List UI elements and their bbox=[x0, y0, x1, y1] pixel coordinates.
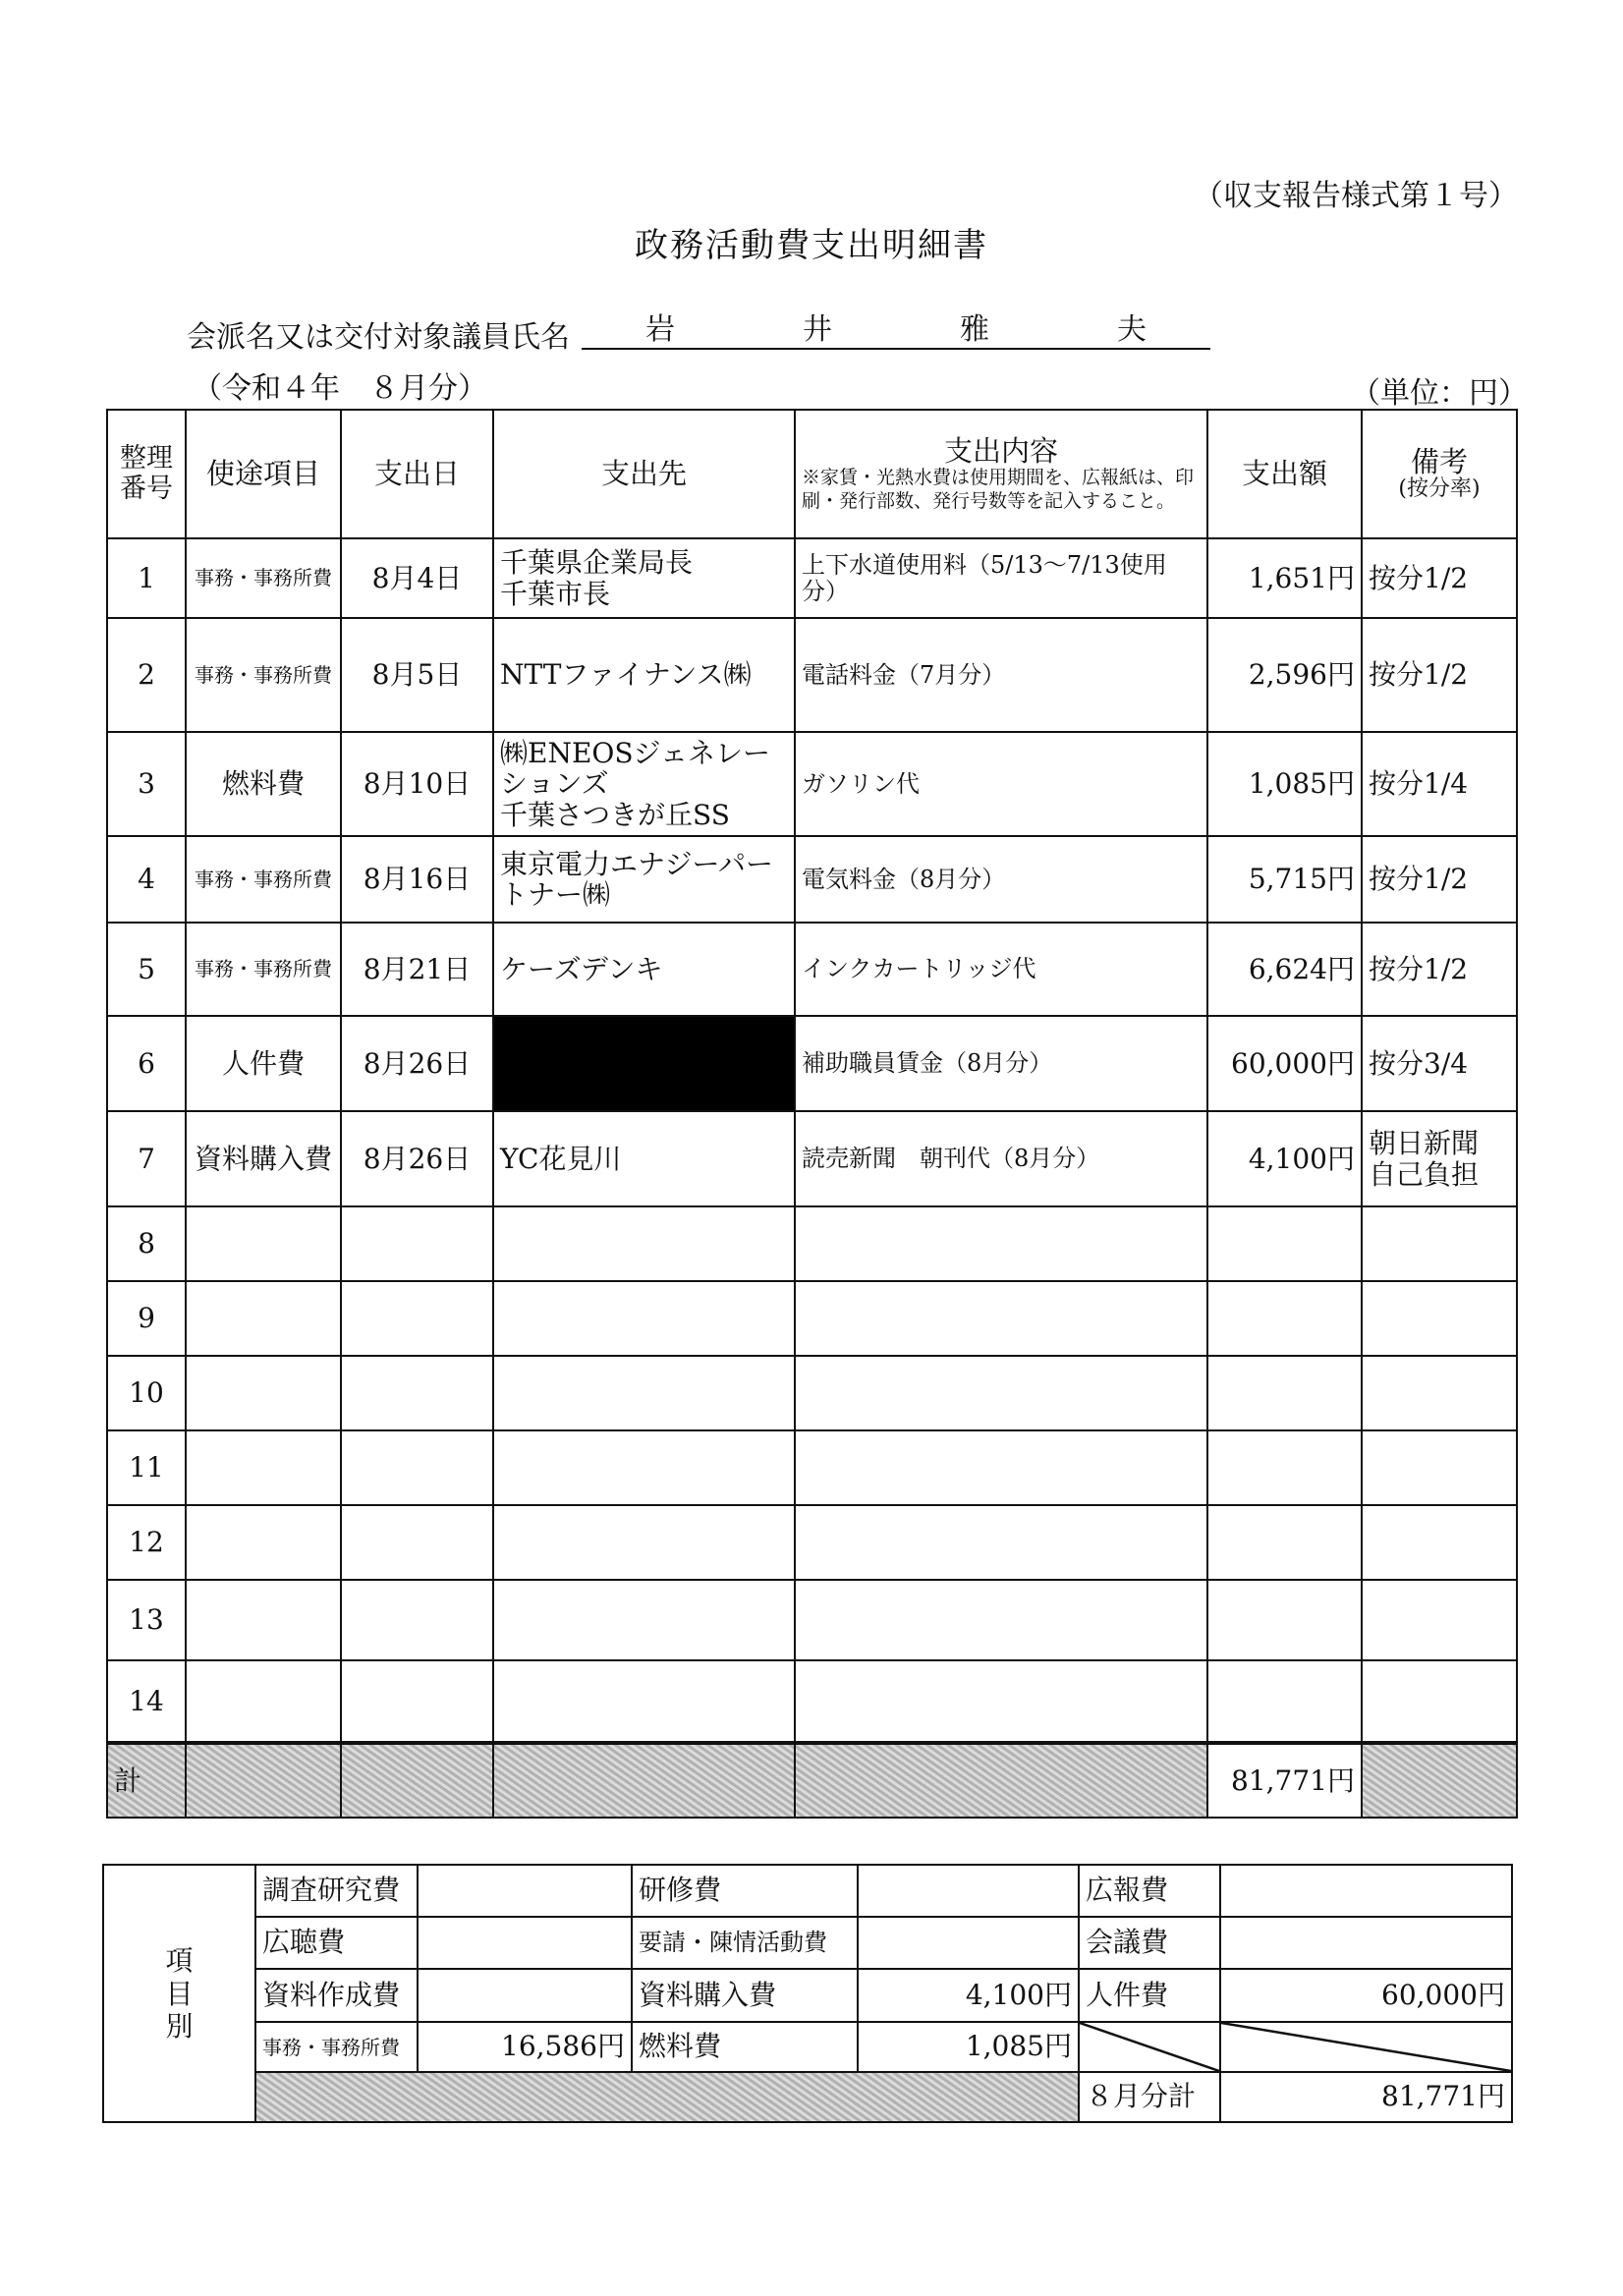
row-description bbox=[795, 1356, 1207, 1430]
row-description bbox=[795, 1281, 1207, 1356]
summary-label-pr: 広報費 bbox=[1079, 1865, 1220, 1917]
row-description: 上下水道使用料（5/13～7/13使用分） bbox=[795, 538, 1207, 618]
member-name-char: 井 bbox=[803, 312, 832, 347]
unit-label: （単位：円） bbox=[1351, 376, 1528, 411]
shaded-cell bbox=[186, 1743, 341, 1818]
row-amount bbox=[1207, 1505, 1362, 1580]
row-description: ガソリン代 bbox=[795, 732, 1207, 836]
row-payee: NTTファイナンス㈱ bbox=[493, 618, 795, 732]
row-date bbox=[341, 1580, 493, 1660]
table-row bbox=[107, 923, 1517, 1016]
row-payee: YC花見川 bbox=[493, 1111, 795, 1206]
summary-label-hearing: 広聴費 bbox=[255, 1917, 418, 1969]
row-amount bbox=[1207, 1356, 1362, 1430]
header-date: 支出日 bbox=[341, 410, 493, 538]
row-payee bbox=[493, 1580, 795, 1660]
summary-label-research: 調査研究費 bbox=[255, 1865, 418, 1917]
row-payee: ㈱ENEOSジェネレーションズ 千葉さつきが丘SS bbox=[493, 732, 795, 836]
row-description: 電気料金（8月分） bbox=[795, 836, 1207, 923]
row-remarks: 按分1/2 bbox=[1362, 923, 1517, 1016]
row-amount: 60,000円 bbox=[1207, 1016, 1362, 1111]
row-no: 14 bbox=[107, 1660, 186, 1743]
diagonal-cell bbox=[1079, 2022, 1220, 2072]
summary-value-fuel: 1,085円 bbox=[858, 2022, 1079, 2072]
total-amount: 81,771円 bbox=[1207, 1743, 1362, 1818]
table-row bbox=[107, 1206, 1517, 1281]
row-description: 補助職員賃金（8月分） bbox=[795, 1016, 1207, 1111]
row-no: 3 bbox=[107, 732, 186, 836]
header-description bbox=[795, 410, 1207, 538]
expense-table bbox=[106, 409, 1518, 1819]
row-date bbox=[341, 1505, 493, 1580]
row-amount: 5,715円 bbox=[1207, 836, 1362, 923]
row-category: 資料購入費 bbox=[186, 1111, 341, 1206]
summary-label-personnel: 人件費 bbox=[1079, 1969, 1220, 2022]
row-date: 8月21日 bbox=[341, 923, 493, 1016]
summary-value-materials-purchase: 4,100円 bbox=[858, 1969, 1079, 2022]
table-header-row bbox=[107, 410, 1517, 538]
row-amount: 4,100円 bbox=[1207, 1111, 1362, 1206]
page-title: 政務活動費支出明細書 bbox=[635, 226, 988, 265]
row-date: 8月4日 bbox=[341, 538, 493, 618]
row-description: インクカートリッジ代 bbox=[795, 923, 1207, 1016]
row-remarks bbox=[1362, 1430, 1517, 1505]
table-row bbox=[107, 732, 1517, 836]
report-period: （令和４年 ８月分） bbox=[193, 371, 487, 406]
row-remarks bbox=[1362, 1356, 1517, 1430]
row-remarks bbox=[1362, 1660, 1517, 1743]
row-category bbox=[186, 1505, 341, 1580]
row-category bbox=[186, 1206, 341, 1281]
row-date bbox=[341, 1356, 493, 1430]
header-remarks-title: 備考 bbox=[1410, 444, 1468, 478]
row-amount bbox=[1207, 1281, 1362, 1356]
summary-row bbox=[103, 1969, 1512, 2022]
table-row bbox=[107, 1111, 1517, 1206]
summary-label-training: 研修費 bbox=[632, 1865, 858, 1917]
row-no: 2 bbox=[107, 618, 186, 732]
summary-value-research bbox=[418, 1865, 632, 1917]
row-no: 4 bbox=[107, 836, 186, 923]
row-category bbox=[186, 1281, 341, 1356]
row-date: 8月16日 bbox=[341, 836, 493, 923]
shaded-cell bbox=[255, 2072, 1079, 2122]
row-category: 事務・事務所費 bbox=[186, 538, 341, 618]
summary-value-office: 16,586円 bbox=[418, 2022, 632, 2072]
row-description: 電話料金（7月分） bbox=[795, 618, 1207, 732]
row-date bbox=[341, 1660, 493, 1743]
row-category bbox=[186, 1660, 341, 1743]
row-remarks bbox=[1362, 1580, 1517, 1660]
row-description bbox=[795, 1580, 1207, 1660]
form-number: （収支報告様式第１号） bbox=[1194, 179, 1518, 213]
summary-row bbox=[103, 1917, 1512, 1969]
row-payee: 千葉県企業局長 千葉市長 bbox=[493, 538, 795, 618]
row-no: 11 bbox=[107, 1430, 186, 1505]
summary-value-materials-creation bbox=[418, 1969, 632, 2022]
row-payee bbox=[493, 1281, 795, 1356]
summary-label-fuel: 燃料費 bbox=[632, 2022, 858, 2072]
row-remarks: 按分1/4 bbox=[1362, 732, 1517, 836]
header-remarks-sub: (按分率) bbox=[1398, 476, 1481, 502]
summary-label-materials-purchase: 資料購入費 bbox=[632, 1969, 858, 2022]
row-date: 8月26日 bbox=[341, 1111, 493, 1206]
summary-side-label: 項 目 別 bbox=[103, 1865, 255, 2122]
header-payee: 支出先 bbox=[493, 410, 795, 538]
row-amount: 1,085円 bbox=[1207, 732, 1362, 836]
header-no: 整理番号 bbox=[107, 410, 186, 538]
row-category bbox=[186, 1430, 341, 1505]
row-remarks bbox=[1362, 1505, 1517, 1580]
shaded-cell bbox=[341, 1743, 493, 1818]
table-row bbox=[107, 1356, 1517, 1430]
header-remarks bbox=[1362, 410, 1517, 538]
member-label: 会派名又は交付対象議員氏名 bbox=[187, 320, 570, 355]
row-amount bbox=[1207, 1206, 1362, 1281]
row-payee bbox=[493, 1356, 795, 1430]
member-name bbox=[582, 307, 1210, 350]
row-amount: 2,596円 bbox=[1207, 618, 1362, 732]
row-category: 事務・事務所費 bbox=[186, 923, 341, 1016]
row-payee bbox=[493, 1430, 795, 1505]
row-description bbox=[795, 1430, 1207, 1505]
row-no: 5 bbox=[107, 923, 186, 1016]
table-row bbox=[107, 1430, 1517, 1505]
summary-value-month-total: 81,771円 bbox=[1220, 2072, 1512, 2122]
row-description bbox=[795, 1505, 1207, 1580]
summary-value-personnel: 60,000円 bbox=[1220, 1969, 1512, 2022]
row-payee: 東京電力エナジーパートナー㈱ bbox=[493, 836, 795, 923]
table-row bbox=[107, 1580, 1517, 1660]
diagonal-cell bbox=[1220, 2022, 1512, 2072]
summary-label-office: 事務・事務所費 bbox=[255, 2022, 418, 2072]
summary-table bbox=[102, 1864, 1513, 2123]
row-payee bbox=[493, 1660, 795, 1743]
summary-row bbox=[103, 2072, 1512, 2122]
row-amount: 6,624円 bbox=[1207, 923, 1362, 1016]
summary-value-training bbox=[858, 1865, 1079, 1917]
row-date bbox=[341, 1281, 493, 1356]
row-remarks: 按分1/2 bbox=[1362, 618, 1517, 732]
row-amount bbox=[1207, 1430, 1362, 1505]
row-date bbox=[341, 1206, 493, 1281]
row-payee: ケーズデンキ bbox=[493, 923, 795, 1016]
header-description-title: 支出内容 bbox=[943, 433, 1058, 468]
row-remarks bbox=[1362, 1281, 1517, 1356]
row-amount bbox=[1207, 1580, 1362, 1660]
row-category: 人件費 bbox=[186, 1016, 341, 1111]
header-description-note: ※家賃・光熱水費は使用期間を、広報紙は、印刷・発行部数、発行号数等を記入すること。 bbox=[802, 466, 1195, 512]
row-no: 8 bbox=[107, 1206, 186, 1281]
total-label: 計 bbox=[107, 1743, 186, 1818]
row-date: 8月10日 bbox=[341, 732, 493, 836]
summary-value-pr bbox=[1220, 1865, 1512, 1917]
table-row bbox=[107, 836, 1517, 923]
summary-value-hearing bbox=[418, 1917, 632, 1969]
row-remarks: 按分1/2 bbox=[1362, 538, 1517, 618]
table-row bbox=[107, 1281, 1517, 1356]
row-category: 事務・事務所費 bbox=[186, 836, 341, 923]
redacted-payee bbox=[493, 1016, 795, 1111]
summary-value-petition bbox=[858, 1917, 1079, 1969]
row-no: 6 bbox=[107, 1016, 186, 1111]
row-no: 10 bbox=[107, 1356, 186, 1430]
row-category: 事務・事務所費 bbox=[186, 618, 341, 732]
row-description bbox=[795, 1660, 1207, 1743]
row-category: 燃料費 bbox=[186, 732, 341, 836]
row-category bbox=[186, 1356, 341, 1430]
row-date: 8月5日 bbox=[341, 618, 493, 732]
row-no: 12 bbox=[107, 1505, 186, 1580]
member-name-char: 雅 bbox=[960, 312, 989, 347]
row-payee bbox=[493, 1206, 795, 1281]
table-row bbox=[107, 1505, 1517, 1580]
table-row bbox=[107, 1660, 1517, 1743]
row-date: 8月26日 bbox=[341, 1016, 493, 1111]
summary-value-meeting bbox=[1220, 1917, 1512, 1969]
row-remarks bbox=[1362, 1206, 1517, 1281]
shaded-cell bbox=[493, 1743, 795, 1818]
header-amount: 支出額 bbox=[1207, 410, 1362, 538]
row-no: 7 bbox=[107, 1111, 186, 1206]
summary-label-meeting: 会議費 bbox=[1079, 1917, 1220, 1969]
summary-label-petition: 要請・陳情活動費 bbox=[632, 1917, 858, 1969]
summary-row bbox=[103, 1865, 1512, 1917]
table-row bbox=[107, 1016, 1517, 1111]
summary-label-month-total: ８月分計 bbox=[1079, 2072, 1220, 2122]
row-no: 1 bbox=[107, 538, 186, 618]
row-amount bbox=[1207, 1660, 1362, 1743]
row-no: 13 bbox=[107, 1580, 186, 1660]
row-remarks: 朝日新聞 自己負担 bbox=[1362, 1111, 1517, 1206]
table-row bbox=[107, 618, 1517, 732]
row-remarks: 按分3/4 bbox=[1362, 1016, 1517, 1111]
row-description: 読売新聞 朝刊代（8月分） bbox=[795, 1111, 1207, 1206]
row-payee bbox=[493, 1505, 795, 1580]
shaded-cell bbox=[795, 1743, 1207, 1818]
total-row bbox=[107, 1743, 1517, 1818]
header-category: 使途項目 bbox=[186, 410, 341, 538]
member-name-char: 夫 bbox=[1117, 312, 1147, 347]
row-remarks: 按分1/2 bbox=[1362, 836, 1517, 923]
shaded-cell bbox=[1362, 1743, 1517, 1818]
row-amount: 1,651円 bbox=[1207, 538, 1362, 618]
row-description bbox=[795, 1206, 1207, 1281]
table-row bbox=[107, 538, 1517, 618]
row-no: 9 bbox=[107, 1281, 186, 1356]
row-date bbox=[341, 1430, 493, 1505]
row-category bbox=[186, 1580, 341, 1660]
summary-row bbox=[103, 2022, 1512, 2072]
summary-label-materials-creation: 資料作成費 bbox=[255, 1969, 418, 2022]
member-name-char: 岩 bbox=[645, 312, 675, 347]
